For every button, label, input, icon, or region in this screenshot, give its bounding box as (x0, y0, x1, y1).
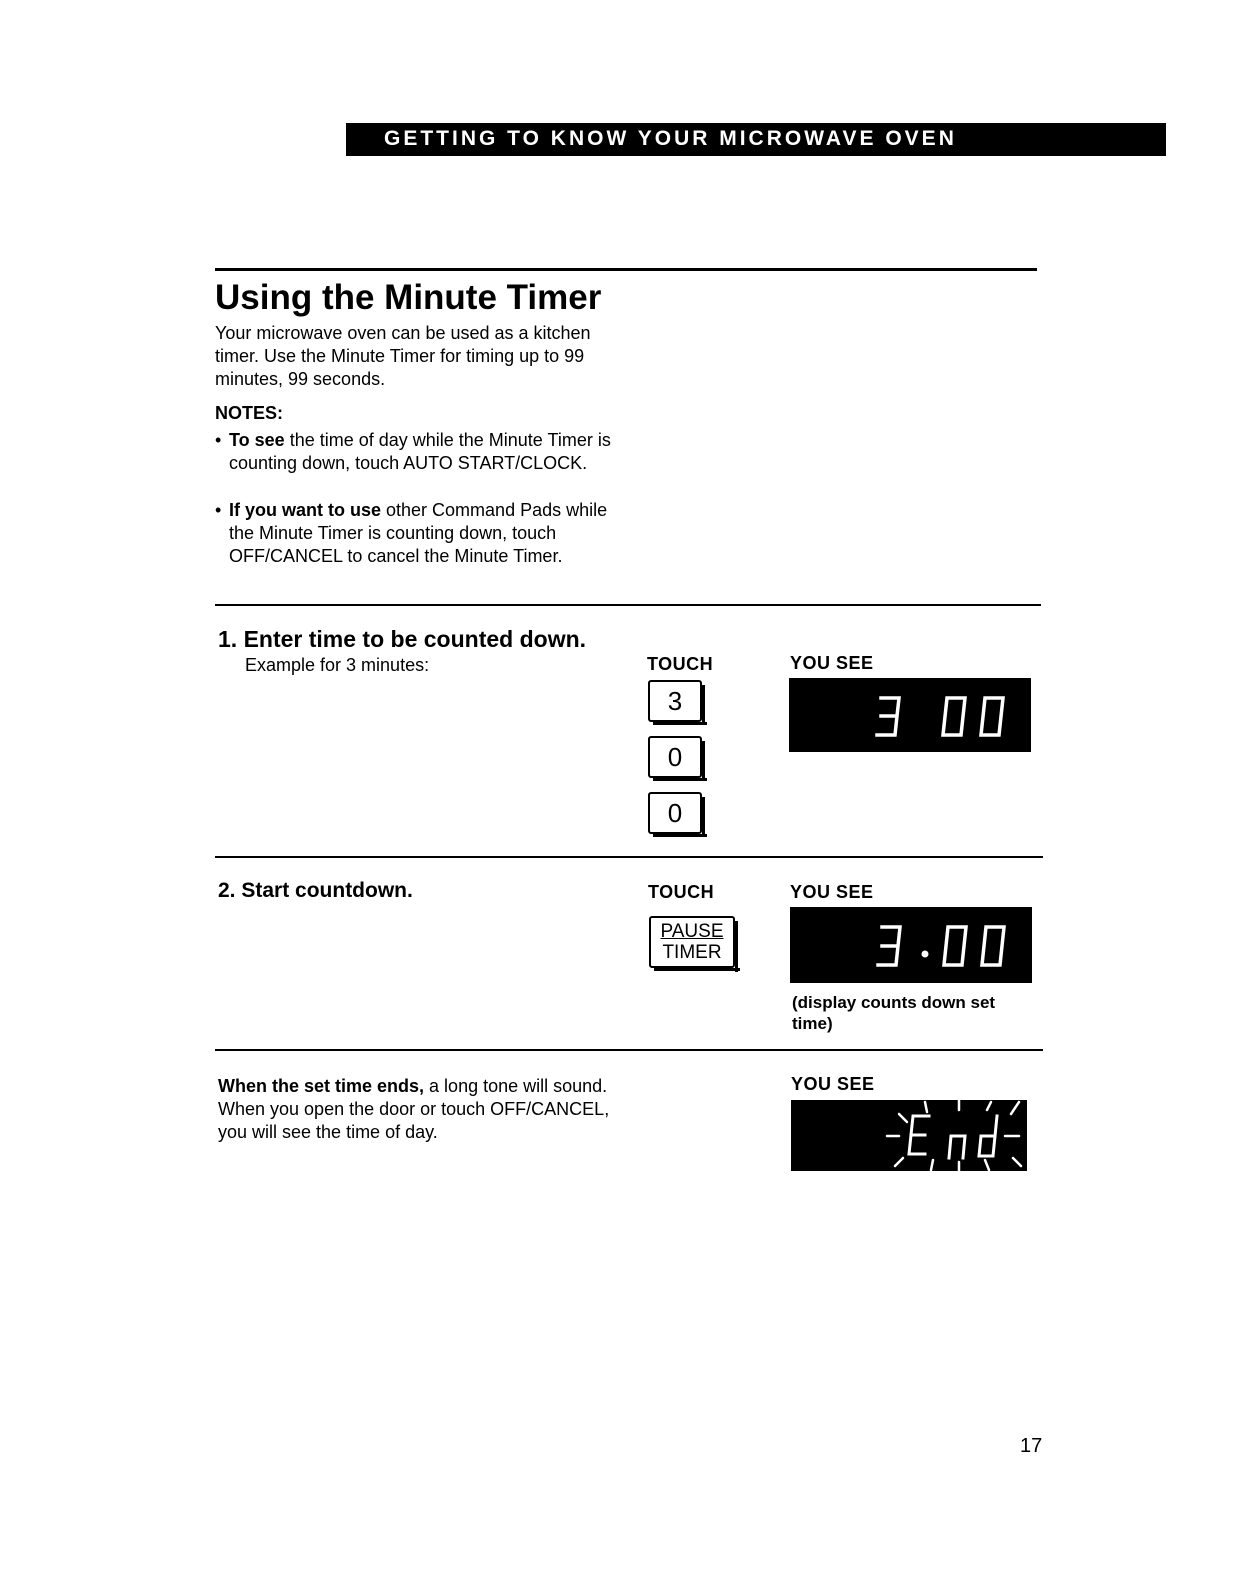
step2-title: 2. Start countdown. (218, 879, 413, 902)
display-readout-3-00 (789, 678, 1031, 752)
step1-subtitle: Example for 3 minutes: (245, 655, 430, 675)
note-body: the time of day while the Minute Timer is counting down, touch AUTO START/CLOCK. (229, 430, 611, 473)
bullet-icon: • (215, 500, 222, 520)
number-pad-0[interactable]: 0 (648, 736, 702, 778)
number-pad-3[interactable]: 3 (648, 680, 702, 722)
pause-timer-pad-line2: TIMER (662, 942, 722, 963)
intro-paragraph: Your microwave oven can be used as a kitchen timer. Use the Minute Timer for timing up to 99 minutes, 99 seconds. (215, 323, 591, 389)
step2-rule (215, 856, 1043, 858)
end-note-body: a long tone will sound. When you open the door or touch OFF/CANCEL, you will see the time of day. (218, 1076, 610, 1142)
pause-timer-pad-line1: PAUSE (660, 921, 724, 942)
section-header-title: GETTING TO KNOW YOUR MICROWAVE OVEN (384, 127, 957, 150)
note-item (215, 429, 615, 475)
end-note (218, 1075, 618, 1144)
seven-segment-digits (790, 907, 1032, 983)
section-header-bar (346, 123, 1166, 156)
bullet-icon: • (215, 430, 222, 450)
flashing-end-segments (791, 1100, 1027, 1171)
end-note-lead: When the set time ends, (218, 1076, 425, 1096)
seven-segment-digits (789, 678, 1031, 752)
note-lead: If you want to use (229, 500, 382, 520)
title-rule (215, 268, 1037, 271)
page-title: Using the Minute Timer (215, 278, 602, 317)
step1-you-see-label: YOU SEE (790, 653, 874, 673)
step3-you-see-label: YOU SEE (791, 1074, 875, 1094)
step1-title: 1. Enter time to be counted down. (218, 626, 587, 652)
notes-label: NOTES: (215, 403, 284, 423)
display-readout-end (791, 1100, 1027, 1171)
page-number: 17 (1020, 1435, 1043, 1457)
pause-timer-pad[interactable] (649, 916, 735, 968)
step2-touch-label: TOUCH (648, 882, 715, 902)
step2-you-see-label: YOU SEE (790, 882, 874, 902)
display-readout-3.00 (790, 907, 1032, 983)
step1-touch-label: TOUCH (647, 654, 714, 674)
number-pad-0-second[interactable]: 0 (648, 792, 702, 834)
note-body: other Command Pads while the Minute Timer is counting down, touch OFF/CANCEL to cancel the Minute Timer. (229, 500, 608, 566)
step1-rule (215, 604, 1041, 606)
step3-rule (215, 1049, 1043, 1051)
note-item (215, 499, 615, 568)
display-caption: (display counts down set time) (792, 993, 996, 1033)
note-lead: To see (229, 430, 285, 450)
